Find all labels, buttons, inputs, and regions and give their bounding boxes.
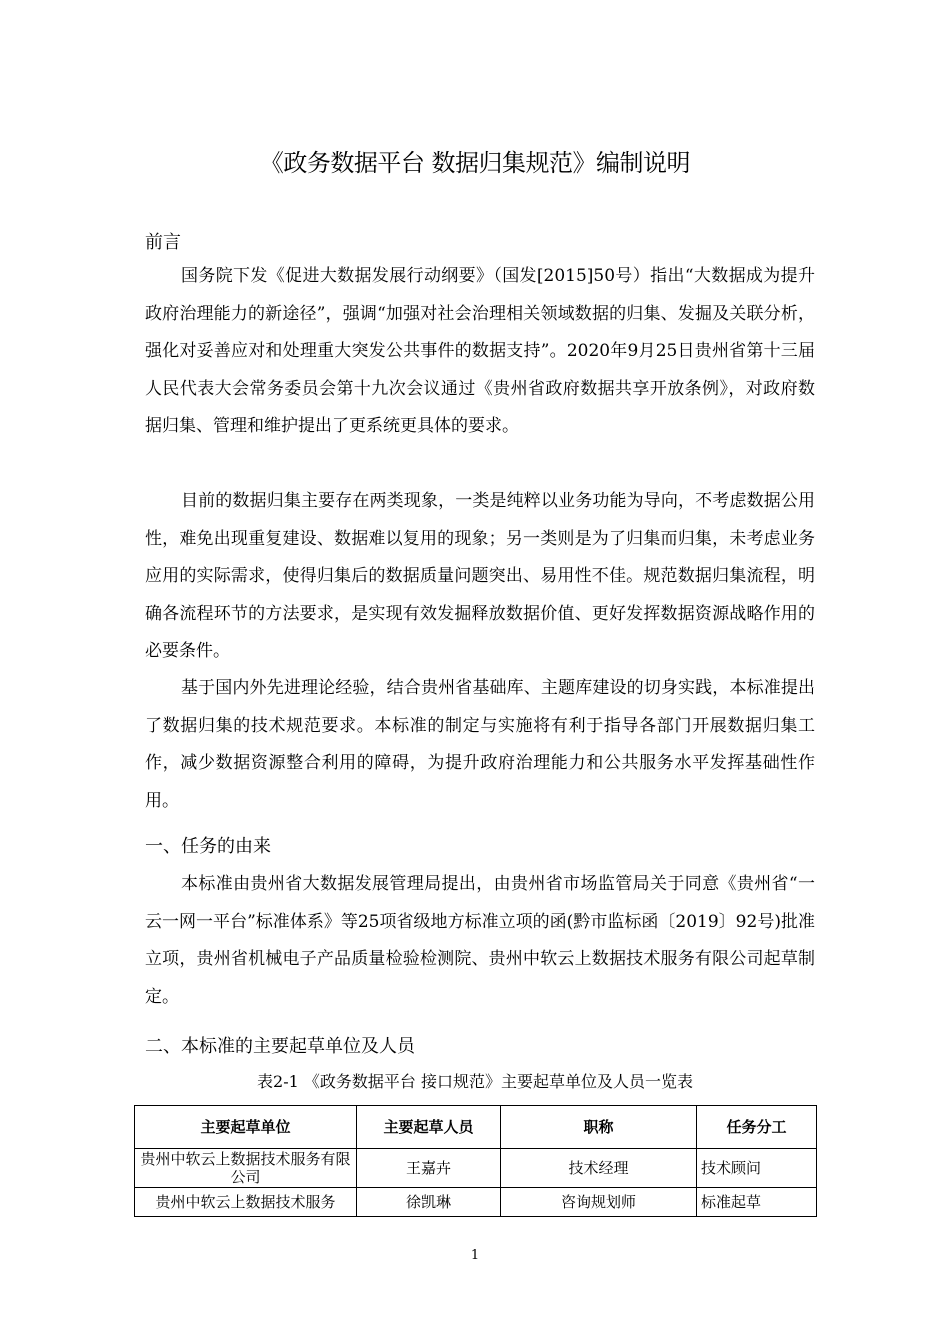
table-row <box>135 1149 817 1188</box>
preface-heading: 前言 <box>145 232 181 253</box>
table-row <box>135 1188 817 1217</box>
cell-person: 徐凯琳 <box>357 1188 501 1217</box>
header-role: 任务分工 <box>697 1106 817 1149</box>
preface-paragraph-1: 国务院下发《促进大数据发展行动纲要》（国发[2015]50号）指出“大数据成为提升政府治理能力的新途径”，强调“加强对社会治理相关领域数据的归集、发掘及关联分析，强化对妥善应对和处理重大突发公共事件的数据支持”。2020年9月25日贵州省第十三届人民代表大会常务委员会第十九次会议通过《贵州省政府数据共享开放条例》，对政府数据归集、管理和维护提出了更系统更具体的要求。 <box>145 266 815 436</box>
header-person: 主要起草人员 <box>357 1106 501 1149</box>
document-title: 《政务数据平台 数据归集规范》编制说明 <box>259 149 691 177</box>
table-caption: 表2-1 《政务数据平台 接口规范》主要起草单位及人员一览表 <box>257 1072 693 1091</box>
cell-role: 技术顾问 <box>697 1149 817 1188</box>
cell-title: 咨询规划师 <box>501 1188 697 1217</box>
drafters-table <box>134 1105 817 1217</box>
header-title: 职称 <box>501 1106 697 1149</box>
cell-unit: 贵州中软云上数据技术服务有限公司 <box>135 1149 357 1188</box>
preface-paragraph-2: 目前的数据归集主要存在两类现象，一类是纯粹以业务功能为导向，不考虑数据公用性，难免出现重复建设、数据难以复用的现象；另一类则是为了归集而归集，未考虑业务应用的实际需求，使得归集后的数据质量问题突出、易用性不佳。规范数据归集流程，明确各流程环节的方法要求，是实现有效发掘释放数据价值、更好发挥数据资源战略作用的必要条件。 <box>145 491 815 661</box>
header-unit: 主要起草单位 <box>135 1106 357 1149</box>
section-1-heading: 一、任务的由来 <box>145 836 271 857</box>
section-1-paragraph: 本标准由贵州省大数据发展管理局提出，由贵州省市场监管局关于同意《贵州省“一云一网一平台”标准体系》等25项省级地方标准立项的函(黔市监标函〔2019〕92号)批准立项，贵州省机械电子产品质量检验检测院、贵州中软云上数据技术服务有限公司起草制定。 <box>145 874 815 1007</box>
preface-paragraph-3: 基于国内外先进理论经验，结合贵州省基础库、主题库建设的切身实践，本标准提出了数据归集的技术规范要求。本标准的制定与实施将有利于指导各部门开展数据归集工作，减少数据资源整合利用的障碍，为提升政府治理能力和公共服务水平发挥基础性作用。 <box>145 678 815 811</box>
page-number: 1 <box>470 1248 480 1263</box>
cell-unit: 贵州中软云上数据技术服务 <box>135 1188 357 1217</box>
cell-person: 王嘉卉 <box>357 1149 501 1188</box>
cell-title: 技术经理 <box>501 1149 697 1188</box>
section-2-heading: 二、本标准的主要起草单位及人员 <box>145 1036 415 1057</box>
table-header-row <box>135 1106 817 1149</box>
cell-role: 标准起草 <box>697 1188 817 1217</box>
